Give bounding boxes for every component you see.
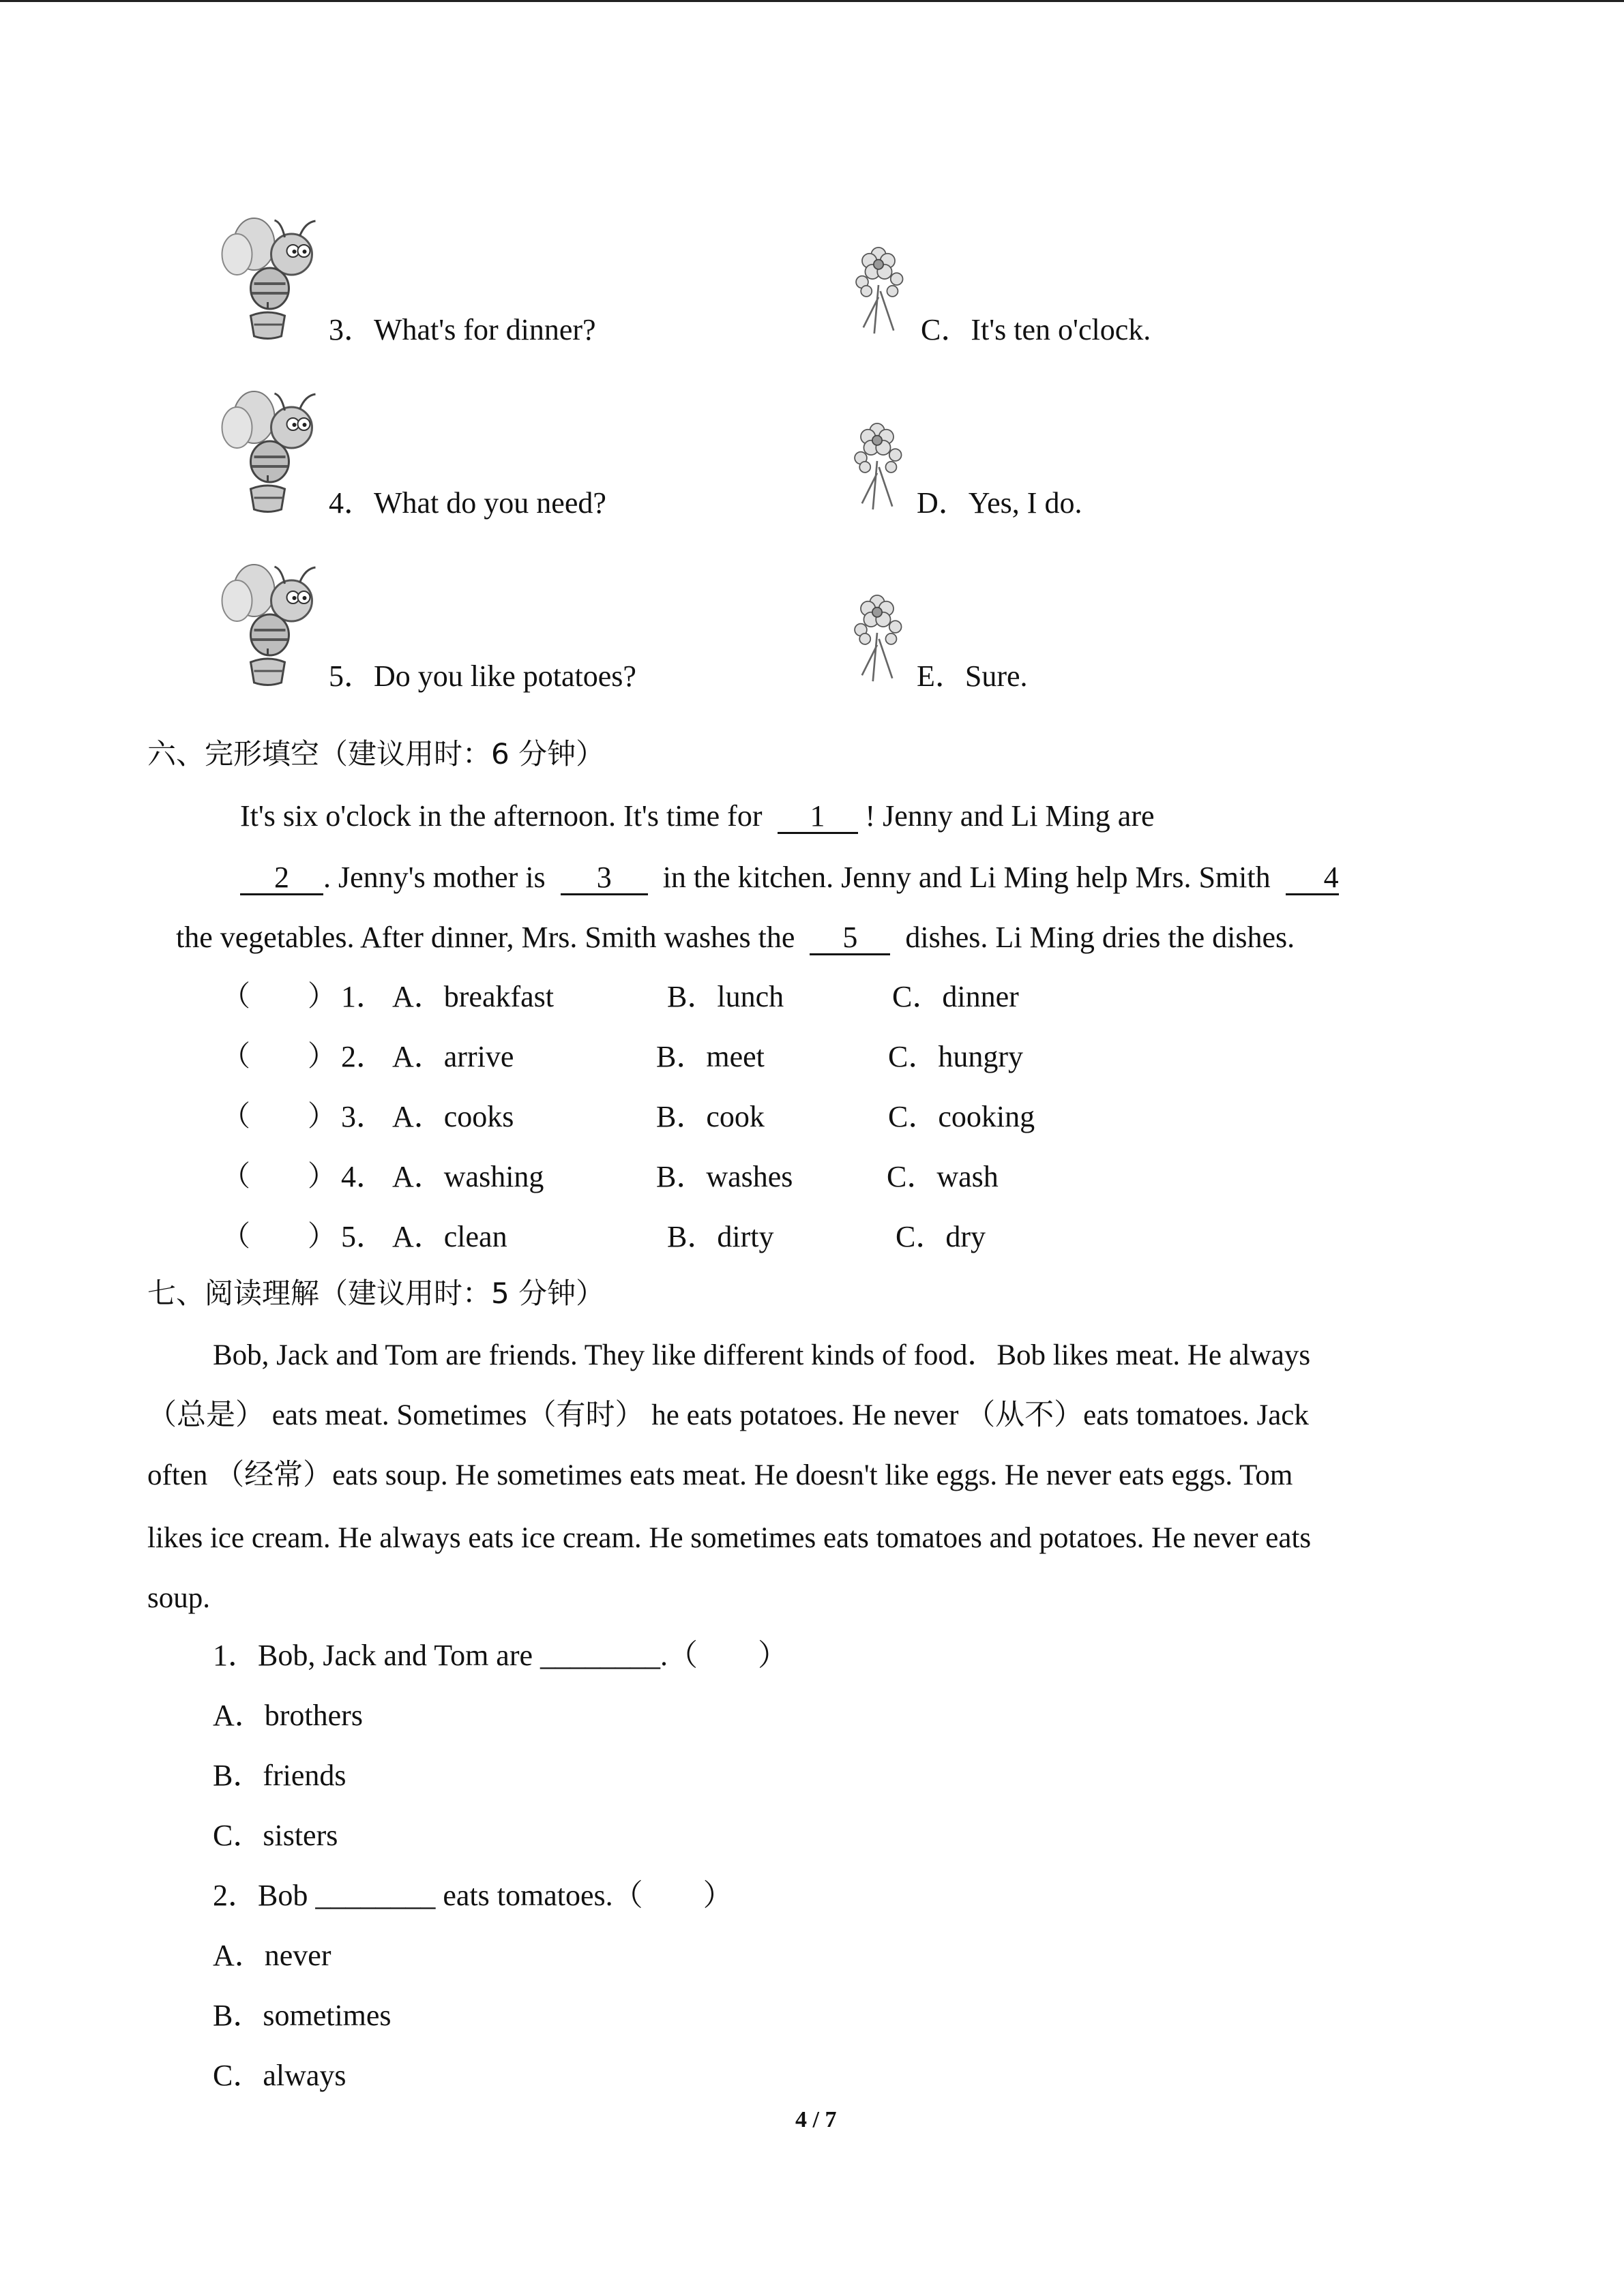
reading-q1-option-a[interactable]: A．brothers [213, 1699, 363, 1732]
section6-heading: 六、完形填空（建议用时：6 分钟） [147, 737, 605, 771]
question-number: 4． [341, 1160, 386, 1193]
matching-left-item-3: 3．What's for dinner? [329, 313, 596, 346]
reading-q1-option-b[interactable]: B．friends [213, 1759, 346, 1792]
reading-passage-line-1: Bob, Jack and Tom are friends. They like different kinds of food．Bob likes meat. He always [213, 1339, 1311, 1371]
option-b: B．meet [656, 1040, 765, 1073]
flower-icon [838, 230, 919, 340]
option-c: C．hungry [888, 1040, 1023, 1073]
answer-parenthesis[interactable]: （ ） [222, 1159, 337, 1193]
matching-left-item-5: 5．Do you like potatoes? [329, 659, 636, 693]
answer-parenthesis[interactable]: （ ） [222, 1099, 337, 1133]
option-c: C．wash [887, 1160, 999, 1193]
question-number: 5． [341, 1220, 386, 1253]
option-a: A．arrive [392, 1040, 514, 1073]
option-a: A．clean [392, 1220, 507, 1253]
option-a: A．cooks [392, 1100, 514, 1133]
reading-passage-line-3: often （经常）eats soup. He sometimes eats meat. He doesn't like eggs. He never eats eggs. Tom [147, 1459, 1293, 1491]
cloze-blank-3[interactable]: 3 [561, 862, 648, 895]
answer-parenthesis[interactable]: （ ） [222, 1039, 337, 1073]
answer-parenthesis[interactable]: （ ） [222, 979, 337, 1013]
matching-right-item-e: E．Sure. [917, 659, 1028, 693]
cloze-passage-line-1: It's six o'clock in the afternoon. It's time for 1 ! Jenny and Li Ming are [240, 801, 1155, 834]
reading-question-2: 2．Bob ________ eats tomatoes.（ ） [213, 1879, 733, 1912]
question-number: 1． [341, 980, 386, 1013]
option-c: C．dry [896, 1220, 986, 1253]
matching-left-item-4: 4．What do you need? [329, 486, 606, 520]
option-a: A．washing [392, 1160, 544, 1193]
bee-cartoon-icon [211, 563, 331, 689]
question-number: 2． [341, 1040, 386, 1073]
reading-passage-line-5: soup. [147, 1582, 210, 1614]
reading-q2-option-c[interactable]: C．always [213, 2059, 346, 2092]
matching-right-item-c: C．It's ten o'clock. [921, 313, 1151, 346]
question-number: 3． [341, 1100, 386, 1133]
cloze-blank-5[interactable]: 5 [810, 922, 890, 955]
reading-passage-line-4: likes ice cream. He always eats ice cream. He sometimes eats tomatoes and potatoes. He never eats [147, 1522, 1312, 1554]
top-border-line [0, 0, 1624, 2]
option-c: C．dinner [892, 980, 1019, 1013]
reading-q1-option-c[interactable]: C．sisters [213, 1819, 338, 1852]
bee-cartoon-icon [211, 217, 331, 343]
flower-icon [836, 406, 918, 516]
reading-q2-option-a[interactable]: A．never [213, 1939, 331, 1972]
option-b: B．lunch [667, 980, 784, 1013]
cloze-blank-4[interactable]: 4 [1286, 862, 1339, 895]
section7-heading: 七、阅读理解（建议用时：5 分钟） [147, 1277, 605, 1310]
answer-parenthesis[interactable]: （ ） [222, 1219, 337, 1253]
cloze-blank-2[interactable]: 2 [240, 862, 323, 895]
cloze-passage-line-3: the vegetables. After dinner, Mrs. Smith washes the 5 dishes. Li Ming dries the dishes. [176, 922, 1295, 955]
reading-question-1: 1．Bob, Jack and Tom are ________.（ ） [213, 1639, 788, 1672]
cloze-blank-1[interactable]: 1 [778, 801, 858, 834]
matching-right-item-d: D．Yes, I do. [917, 486, 1082, 520]
cloze-passage-line-2: 2 . Jenny's mother is 3 in the kitchen. Jenny and Li Ming help Mrs. Smith 4 [240, 862, 1339, 895]
page-number: 4 / 7 [795, 2107, 837, 2132]
option-a: A．breakfast [392, 980, 555, 1013]
bee-cartoon-icon [211, 390, 331, 516]
reading-q2-option-b[interactable]: B．sometimes [213, 1999, 392, 2032]
flower-icon [836, 578, 918, 687]
option-b: B．cook [656, 1100, 765, 1133]
option-c: C．cooking [888, 1100, 1035, 1133]
option-b: B．dirty [667, 1220, 774, 1253]
reading-passage-line-2: （总是） eats meat. Sometimes（有时） he eats potatoes. He never （从不）eats tomatoes. Jack [147, 1399, 1309, 1431]
option-b: B．washes [656, 1160, 793, 1193]
